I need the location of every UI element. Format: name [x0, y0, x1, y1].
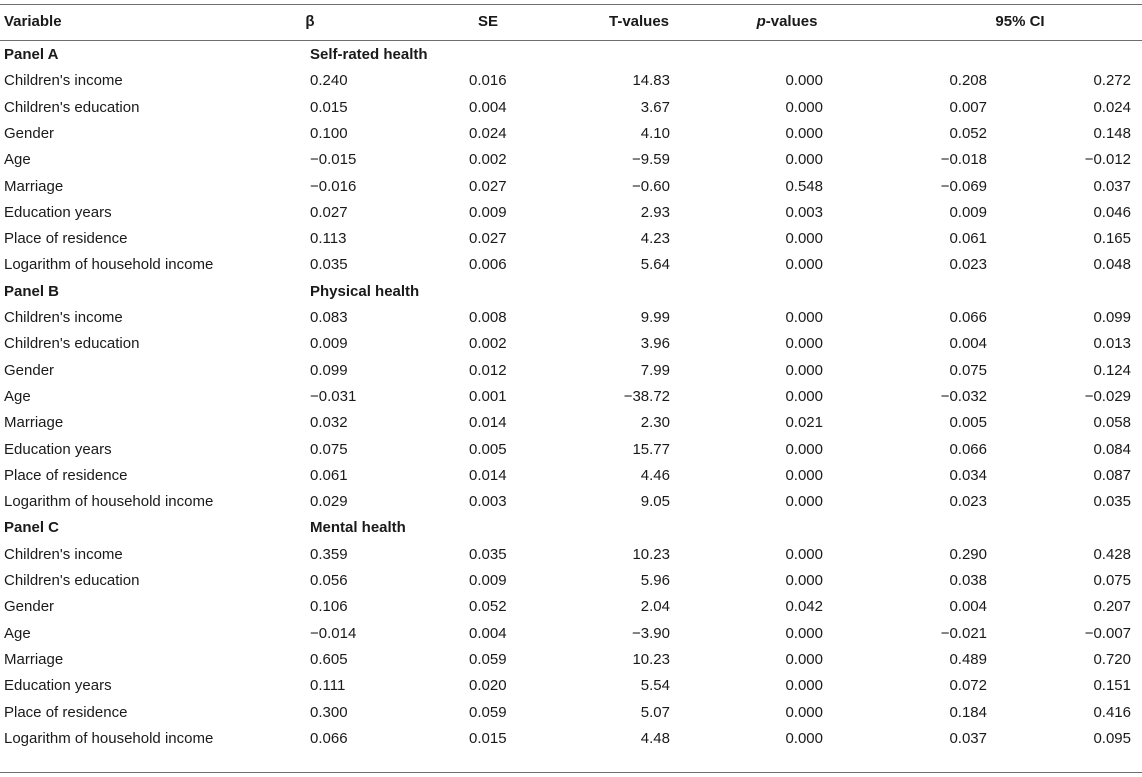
- p-value-cell: 0.000: [785, 72, 823, 90]
- t-value-cell: 10.23: [632, 650, 670, 668]
- variable-cell: Age: [4, 151, 31, 169]
- ci-high-cell: 0.428: [1093, 545, 1131, 563]
- t-value-cell: 14.83: [632, 72, 670, 90]
- table-row: [0, 68, 1142, 94]
- variable-cell: Age: [4, 387, 31, 405]
- beta-cell: 0.029: [310, 493, 348, 511]
- panel-outcome: Physical health: [310, 282, 420, 300]
- variable-cell: Marriage: [4, 177, 64, 195]
- beta-cell: 0.027: [310, 203, 348, 221]
- ci-high-cell: 0.165: [1093, 230, 1131, 248]
- panel-label: Panel B: [4, 282, 60, 300]
- bottom-rule: [0, 772, 1142, 773]
- beta-cell: −0.016: [310, 177, 357, 195]
- ci-high-cell: 0.058: [1093, 414, 1131, 432]
- variable-cell: Gender: [4, 598, 55, 616]
- se-cell: 0.009: [469, 572, 507, 589]
- ci-low-cell: 0.037: [949, 729, 987, 747]
- ci-high-cell: 0.037: [1093, 177, 1131, 195]
- variable-cell: Children's education: [4, 98, 140, 116]
- p-value-cell: 0.000: [785, 703, 823, 721]
- p-value-cell: 0.000: [785, 361, 823, 379]
- ci-low-cell: 0.007: [949, 98, 987, 116]
- se-cell: 0.014: [469, 414, 507, 432]
- variable-cell: Logarithm of household income: [4, 256, 214, 274]
- p-value-cell: 0.000: [785, 677, 823, 695]
- se-cell: 0.004: [469, 98, 507, 116]
- header-rule: [0, 40, 1142, 41]
- table-row: [0, 410, 1142, 436]
- header-variable: Variable: [4, 13, 62, 30]
- p-value-cell: 0.000: [785, 309, 823, 326]
- table-row: [0, 700, 1142, 726]
- header-p-values: [737, 9, 837, 35]
- ci-high-cell: 0.035: [1093, 493, 1131, 511]
- panel-label: Panel C: [4, 519, 60, 537]
- ci-low-cell: −0.021: [940, 624, 987, 642]
- table-row: [0, 568, 1142, 594]
- ci-low-cell: −0.032: [940, 387, 987, 405]
- p-value-cell: 0.003: [785, 203, 823, 221]
- panel-outcome: Self-rated health: [310, 46, 428, 63]
- table-row: [0, 200, 1142, 226]
- ci-low-cell: 0.489: [949, 650, 987, 668]
- se-cell: 0.003: [469, 493, 507, 511]
- ci-high-cell: −0.029: [1084, 387, 1131, 405]
- variable-cell: Children's education: [4, 572, 140, 589]
- table-row: [0, 594, 1142, 620]
- beta-cell: 0.083: [310, 309, 348, 326]
- ci-high-cell: −0.007: [1084, 624, 1131, 642]
- beta-cell: 0.240: [310, 72, 348, 90]
- ci-low-cell: 0.066: [949, 440, 987, 458]
- variable-cell: Age: [4, 624, 31, 642]
- table-row: [0, 121, 1142, 147]
- p-value-cell: 0.000: [785, 256, 823, 274]
- variable-cell: Children's education: [4, 335, 140, 353]
- p-value-cell: 0.000: [785, 230, 823, 248]
- variable-cell: Logarithm of household income: [4, 493, 214, 511]
- t-value-cell: −0.60: [632, 177, 670, 195]
- panel-header-row: [0, 515, 1142, 541]
- t-value-cell: 9.05: [640, 493, 670, 511]
- ci-high-cell: 0.124: [1093, 361, 1131, 379]
- ci-high-cell: 0.013: [1093, 335, 1131, 353]
- p-value-cell: 0.021: [785, 414, 823, 432]
- ci-low-cell: 0.004: [949, 335, 987, 353]
- beta-cell: 0.056: [310, 572, 348, 589]
- ci-high-cell: 0.075: [1093, 572, 1131, 589]
- table-row: [0, 542, 1142, 568]
- beta-cell: 0.061: [310, 466, 348, 484]
- ci-low-cell: 0.052: [949, 124, 987, 142]
- beta-cell: 0.099: [310, 361, 348, 379]
- table-row: [0, 305, 1142, 331]
- se-cell: 0.016: [469, 72, 507, 90]
- t-value-cell: 5.64: [640, 256, 670, 274]
- variable-cell: Children's income: [4, 309, 123, 326]
- ci-high-cell: −0.012: [1084, 151, 1131, 169]
- ci-high-cell: 0.416: [1093, 703, 1131, 721]
- se-cell: 0.012: [469, 361, 507, 379]
- t-value-cell: 5.96: [640, 572, 670, 589]
- ci-low-cell: 0.290: [949, 545, 987, 563]
- table-row: [0, 226, 1142, 252]
- ci-low-cell: 0.004: [949, 598, 987, 616]
- beta-cell: 0.300: [310, 703, 348, 721]
- ci-low-cell: 0.061: [949, 230, 987, 248]
- ci-high-cell: 0.207: [1093, 598, 1131, 616]
- ci-low-cell: 0.023: [949, 493, 987, 511]
- se-cell: 0.020: [469, 677, 507, 695]
- se-cell: 0.009: [469, 203, 507, 221]
- table-row: [0, 384, 1142, 410]
- beta-cell: −0.015: [310, 151, 357, 169]
- t-value-cell: 15.77: [632, 440, 670, 458]
- table-row: [0, 489, 1142, 515]
- variable-cell: Children's income: [4, 72, 123, 90]
- t-value-cell: 4.23: [640, 230, 670, 248]
- ci-high-cell: 0.046: [1093, 203, 1131, 221]
- ci-low-cell: −0.069: [940, 177, 987, 195]
- ci-low-cell: −0.018: [940, 151, 987, 169]
- se-cell: 0.027: [469, 230, 507, 248]
- ci-low-cell: 0.038: [949, 572, 987, 589]
- header-t-values: T-values: [608, 13, 670, 30]
- se-cell: 0.002: [469, 335, 507, 353]
- t-value-cell: 2.93: [640, 203, 670, 221]
- table-row: [0, 437, 1142, 463]
- p-value-cell: 0.000: [785, 493, 823, 511]
- ci-high-cell: 0.087: [1093, 466, 1131, 484]
- p-value-cell: 0.042: [785, 598, 823, 616]
- header-ci: 95% CI: [995, 13, 1045, 30]
- ci-low-cell: 0.005: [949, 414, 987, 432]
- ci-high-cell: 0.151: [1093, 677, 1131, 695]
- variable-cell: Marriage: [4, 650, 64, 668]
- t-value-cell: 4.48: [640, 729, 670, 747]
- p-value-cell: 0.548: [785, 177, 823, 195]
- ci-low-cell: 0.184: [949, 703, 987, 721]
- se-cell: 0.027: [469, 177, 507, 195]
- p-value-cell: 0.000: [785, 572, 823, 589]
- panel-header-row: [0, 279, 1142, 305]
- beta-cell: 0.015: [310, 98, 348, 116]
- beta-cell: 0.075: [310, 440, 348, 458]
- beta-cell: 0.111: [310, 677, 346, 695]
- header-row: [0, 9, 1142, 35]
- variable-cell: Place of residence: [4, 466, 128, 484]
- beta-cell: 0.605: [310, 650, 348, 668]
- panel-header-row: [0, 42, 1142, 68]
- p-value-cell: 0.000: [785, 387, 823, 405]
- table-row: [0, 358, 1142, 384]
- beta-cell: 0.066: [310, 729, 348, 747]
- ci-low-cell: 0.075: [949, 361, 987, 379]
- table-row: [0, 673, 1142, 699]
- ci-high-cell: 0.024: [1093, 98, 1131, 116]
- beta-cell: 0.032: [310, 414, 348, 432]
- se-cell: 0.015: [469, 729, 507, 747]
- t-value-cell: −3.90: [632, 624, 670, 642]
- table-row: [0, 647, 1142, 673]
- se-cell: 0.001: [469, 387, 507, 405]
- ci-high-cell: 0.272: [1093, 72, 1131, 90]
- table-row: [0, 726, 1142, 752]
- p-value-cell: 0.000: [785, 545, 823, 563]
- ci-high-cell: 0.095: [1093, 729, 1131, 747]
- header-p-rest: -values: [765, 13, 818, 30]
- se-cell: 0.014: [469, 466, 507, 484]
- p-value-cell: 0.000: [785, 124, 823, 142]
- t-value-cell: 3.67: [640, 98, 670, 116]
- p-value-cell: 0.000: [785, 98, 823, 116]
- t-value-cell: 4.10: [640, 124, 670, 142]
- se-cell: 0.004: [469, 624, 507, 642]
- ci-low-cell: 0.208: [949, 72, 987, 90]
- se-cell: 0.005: [469, 440, 507, 458]
- table-row: [0, 174, 1142, 200]
- table-row: [0, 463, 1142, 489]
- table-row: [0, 147, 1142, 173]
- se-cell: 0.059: [469, 650, 507, 668]
- p-value-cell: 0.000: [785, 151, 823, 169]
- t-value-cell: 7.99: [640, 361, 670, 379]
- variable-cell: Children's income: [4, 545, 123, 563]
- ci-high-cell: 0.148: [1093, 124, 1131, 142]
- variable-cell: Gender: [4, 124, 55, 142]
- ci-low-cell: 0.072: [949, 677, 987, 695]
- variable-cell: Marriage: [4, 414, 64, 432]
- variable-cell: Education years: [4, 440, 112, 458]
- table-row: [0, 621, 1142, 647]
- t-value-cell: 5.07: [640, 703, 670, 721]
- p-value-cell: 0.000: [785, 650, 823, 668]
- t-value-cell: −38.72: [623, 387, 670, 405]
- p-value-cell: 0.000: [785, 335, 823, 353]
- se-cell: 0.024: [469, 124, 507, 142]
- beta-cell: −0.014: [310, 624, 357, 642]
- header-p-italic: p: [756, 13, 766, 30]
- t-value-cell: 3.96: [640, 335, 670, 353]
- ci-low-cell: 0.023: [949, 256, 987, 274]
- beta-cell: 0.100: [310, 124, 348, 142]
- variable-cell: Logarithm of household income: [4, 729, 214, 747]
- se-cell: 0.006: [469, 256, 507, 274]
- p-value-cell: 0.000: [785, 729, 823, 747]
- beta-cell: 0.035: [310, 256, 348, 274]
- variable-cell: Education years: [4, 203, 112, 221]
- se-cell: 0.035: [469, 545, 507, 563]
- beta-cell: 0.113: [310, 230, 347, 248]
- p-value-cell: 0.000: [785, 624, 823, 642]
- panel-label: Panel A: [4, 46, 59, 63]
- variable-cell: Place of residence: [4, 230, 128, 248]
- se-cell: 0.002: [469, 151, 507, 169]
- t-value-cell: 10.23: [632, 545, 670, 563]
- table-row: [0, 252, 1142, 278]
- beta-cell: 0.106: [310, 598, 348, 616]
- t-value-cell: 9.99: [640, 309, 670, 326]
- beta-cell: 0.359: [310, 545, 348, 563]
- ci-high-cell: 0.099: [1093, 309, 1131, 326]
- se-cell: 0.008: [469, 309, 507, 326]
- t-value-cell: 5.54: [640, 677, 670, 695]
- beta-cell: 0.009: [310, 335, 348, 353]
- header-beta: β: [305, 13, 315, 30]
- ci-high-cell: 0.048: [1093, 256, 1131, 274]
- ci-low-cell: 0.034: [949, 466, 987, 484]
- variable-cell: Education years: [4, 677, 112, 695]
- ci-low-cell: 0.009: [949, 203, 987, 221]
- ci-high-cell: 0.084: [1093, 440, 1131, 458]
- header-se: SE: [477, 13, 498, 30]
- p-value-cell: 0.000: [785, 440, 823, 458]
- se-cell: 0.052: [469, 598, 507, 616]
- ci-high-cell: 0.720: [1093, 650, 1131, 668]
- p-value-cell: 0.000: [785, 466, 823, 484]
- t-value-cell: 2.04: [640, 598, 670, 616]
- top-rule: [0, 4, 1142, 5]
- variable-cell: Gender: [4, 361, 55, 379]
- t-value-cell: 4.46: [640, 466, 670, 484]
- variable-cell: Place of residence: [4, 703, 128, 721]
- t-value-cell: 2.30: [640, 414, 670, 432]
- table-row: [0, 95, 1142, 121]
- ci-low-cell: 0.066: [949, 309, 987, 326]
- table-row: [0, 331, 1142, 357]
- t-value-cell: −9.59: [632, 151, 670, 169]
- se-cell: 0.059: [469, 703, 507, 721]
- beta-cell: −0.031: [310, 387, 357, 405]
- panel-outcome: Mental health: [310, 519, 406, 537]
